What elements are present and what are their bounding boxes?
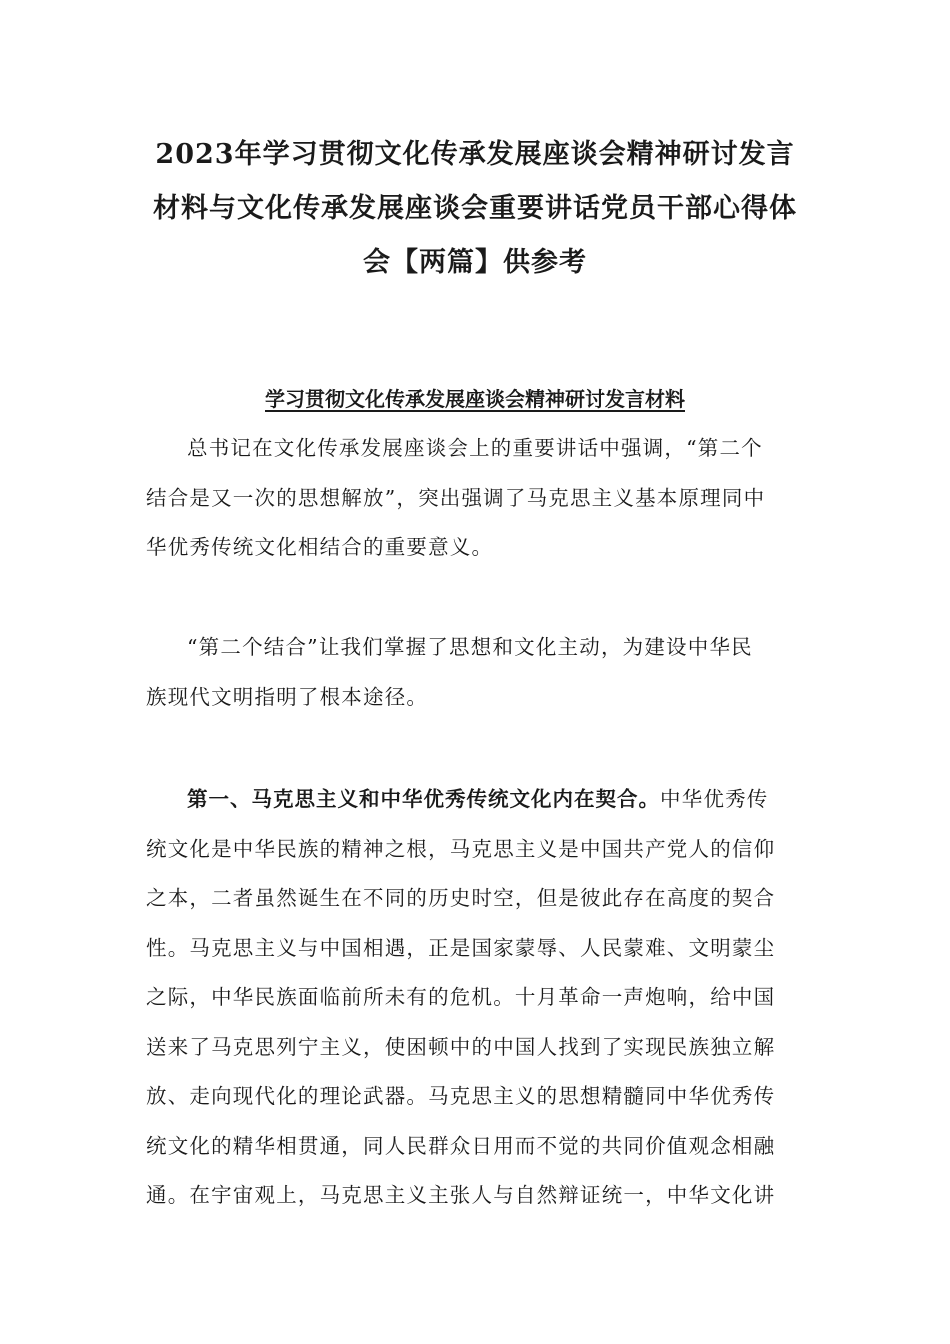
paragraph-line: 华优秀传统文化相结合的重要意义。 [146,535,494,559]
paragraph-line: 统文化是中华民族的精神之根，马克思主义是中国共产党人的信仰 [146,836,776,861]
paragraph-line: 放、走向现代化的理论武器。马克思主义的思想精髓同中华优秀传 [146,1084,776,1108]
paragraph-line: 结合是又一次的思想解放”，突出强调了马克思主义基本原理同中 [146,485,766,510]
paragraph-text: 中华优秀传 [660,787,769,811]
title-line: 2023年学习贯彻文化传承发展座谈会精神研讨发言 [155,139,795,170]
point-heading: 第一、马克思主义和中华优秀传统文化内在契合。 [187,787,660,811]
paragraph-first-point [146,775,810,1221]
paragraph-line: 通。在宇宙观上，马克思主义主张人与自然辩证统一，中华文化讲 [146,1183,776,1207]
paragraph-line: 送来了马克思列宁主义，使困顿中的中国人找到了实现民族独立解 [146,1034,776,1059]
paragraph-second-combination [146,623,810,722]
paragraph-line: 族现代文明指明了根本途径。 [146,684,429,709]
paragraph-line: 统文化的精华相贯通，同人民群众日用而不觉的共同价值观念相融 [146,1133,776,1158]
section-heading: 学习贯彻文化传承发展座谈会精神研讨发言材料 [265,387,685,411]
paragraph-intro [146,424,810,573]
paragraph-line: 性。马克思主义与中国相遇，正是国家蒙辱、人民蒙难、文明蒙尘 [146,935,776,960]
paragraph-line: 之际，中华民族面临前所未有的危机。十月革命一声炮响，给中国 [146,985,776,1009]
title-line: 材料与文化传承发展座谈会重要讲话党员干部心得体 [153,193,797,224]
paragraph-line: 之本，二者虽然诞生在不同的历史时空，但是彼此存在高度的契合 [146,886,776,910]
document-title [140,128,810,290]
paragraph-line: “第二个结合”让我们掌握了思想和文化主动，为建设中华民 [187,635,753,659]
paragraph-first-line [146,775,810,825]
paragraph-line: 总书记在文化传承发展座谈会上的重要讲话中强调，“第二个 [187,436,763,460]
title-line: 会【两篇】供参考 [363,247,587,278]
